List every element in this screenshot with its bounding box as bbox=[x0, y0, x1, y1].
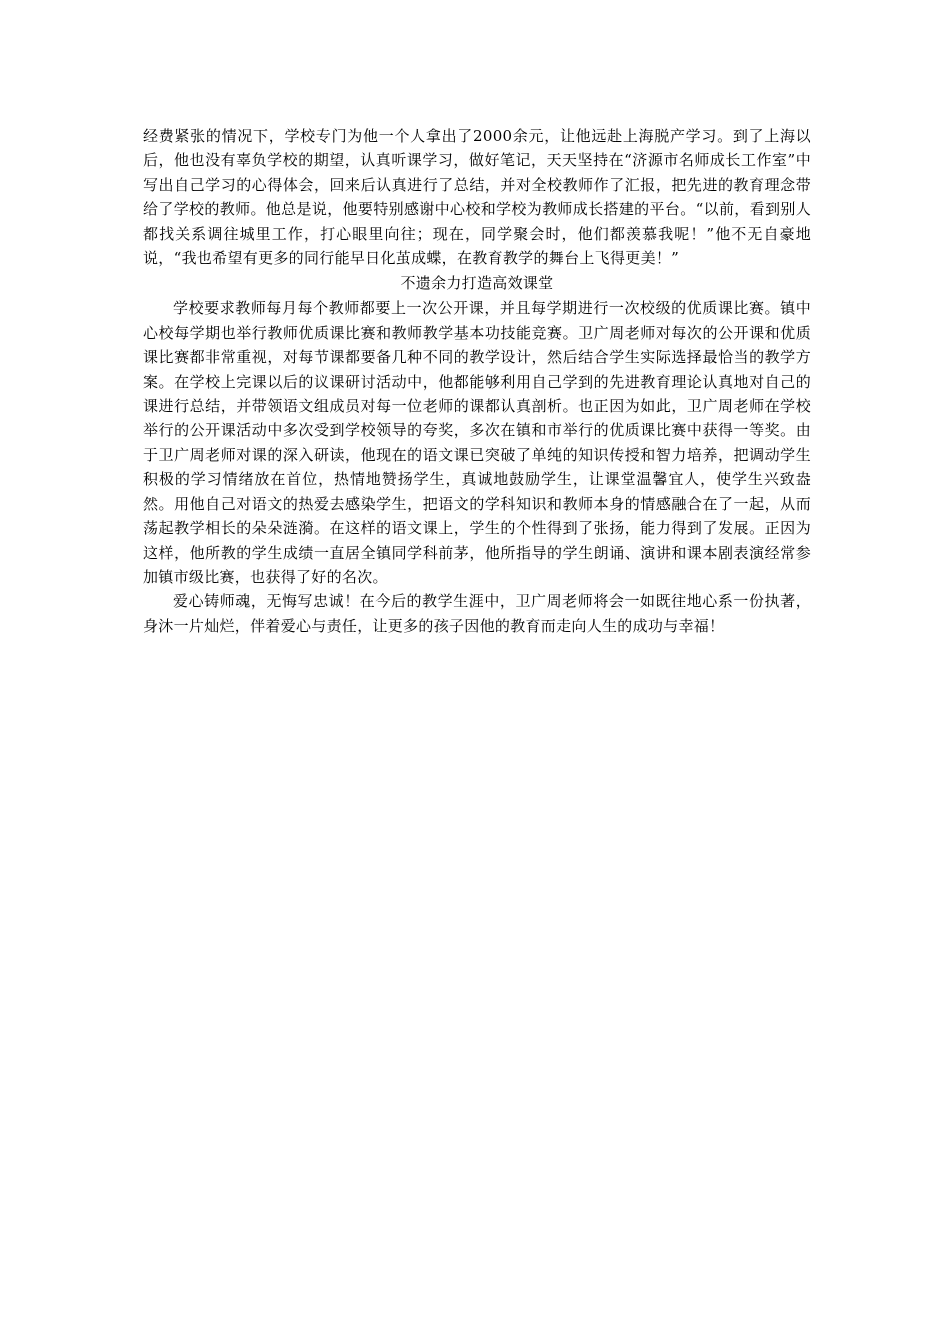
document-page bbox=[143, 124, 811, 638]
paragraph-efficient-classroom: 学校要求教师每月每个教师都要上一次公开课，并且每学期进行一次校级的优质课比赛。镇中心校每学期也举行教师优质课比赛和教师教学基本功技能竞赛。卫广周老师对每次的公开课和优质课比赛都非常重视，对每节课都要备几种不同的教学设计，然后结合学生实际选择最恰当的教学方案。在学校上完课以后的议课研讨活动中，他都能够利用自己学到的先进教育理论认真地对自己的课进行总结，并带领语文组成员对每一位老师的课都认真剖析。也正因为如此，卫广周老师在学校举行的公开课活动中多次受到学校领导的夸奖，多次在镇和市举行的优质课比赛中获得一等奖。由于卫广周老师对课的深入研读，他现在的语文课已突破了单纯的知识传授和智力培养，把调动学生积极的学习情绪放在首位，热情地赞扬学生，真诚地鼓励学生，让课堂温馨宜人，使学生兴致盎然。用他自己对语文的热爱去感染学生，把语文的学科知识和教师本身的情感融合在了一起，从而荡起教学相长的朵朵涟漪。在这样的语文课上，学生的个性得到了张扬，能力得到了发展。正因为这样，他所教的学生成绩一直居全镇同学科前茅，他所指导的学生朗诵、演讲和课本剧表演经常参加镇市级比赛，也获得了好的名次。 bbox=[143, 299, 811, 586]
paragraph-closing: 爱心铸师魂，无悔写忠诚！在今后的教学生涯中，卫广周老师将会一如既往地心系一份执著，身沐一片灿烂，伴着爱心与责任，让更多的孩子因他的教育而走向人生的成功与幸福！ bbox=[143, 592, 811, 635]
paragraph-continuation: 经费紧张的情况下，学校专门为他一个人拿出了2000余元，让他远赴上海脱产学习。到了上海以后，他也没有辜负学校的期望，认真听课学习，做好笔记，天天坚持在“济源市名师成长工作室”中写出自己学习的心得体会，回来后认真进行了总结，并对全校教师作了汇报，把先进的教育理念带给了学校的教师。他总是说，他要特别感谢中心校和学校为教师成长搭建的平台。“以前，看到别人都找关系调往城里工作，打心眼里向往；现在，同学聚会时，他们都羡慕我呢！”他不无自豪地说，“我也希望有更多的同行能早日化茧成蝶，在教育教学的舞台上飞得更美！” bbox=[143, 127, 811, 268]
section-heading: 不遗余力打造高效课堂 bbox=[400, 274, 554, 293]
